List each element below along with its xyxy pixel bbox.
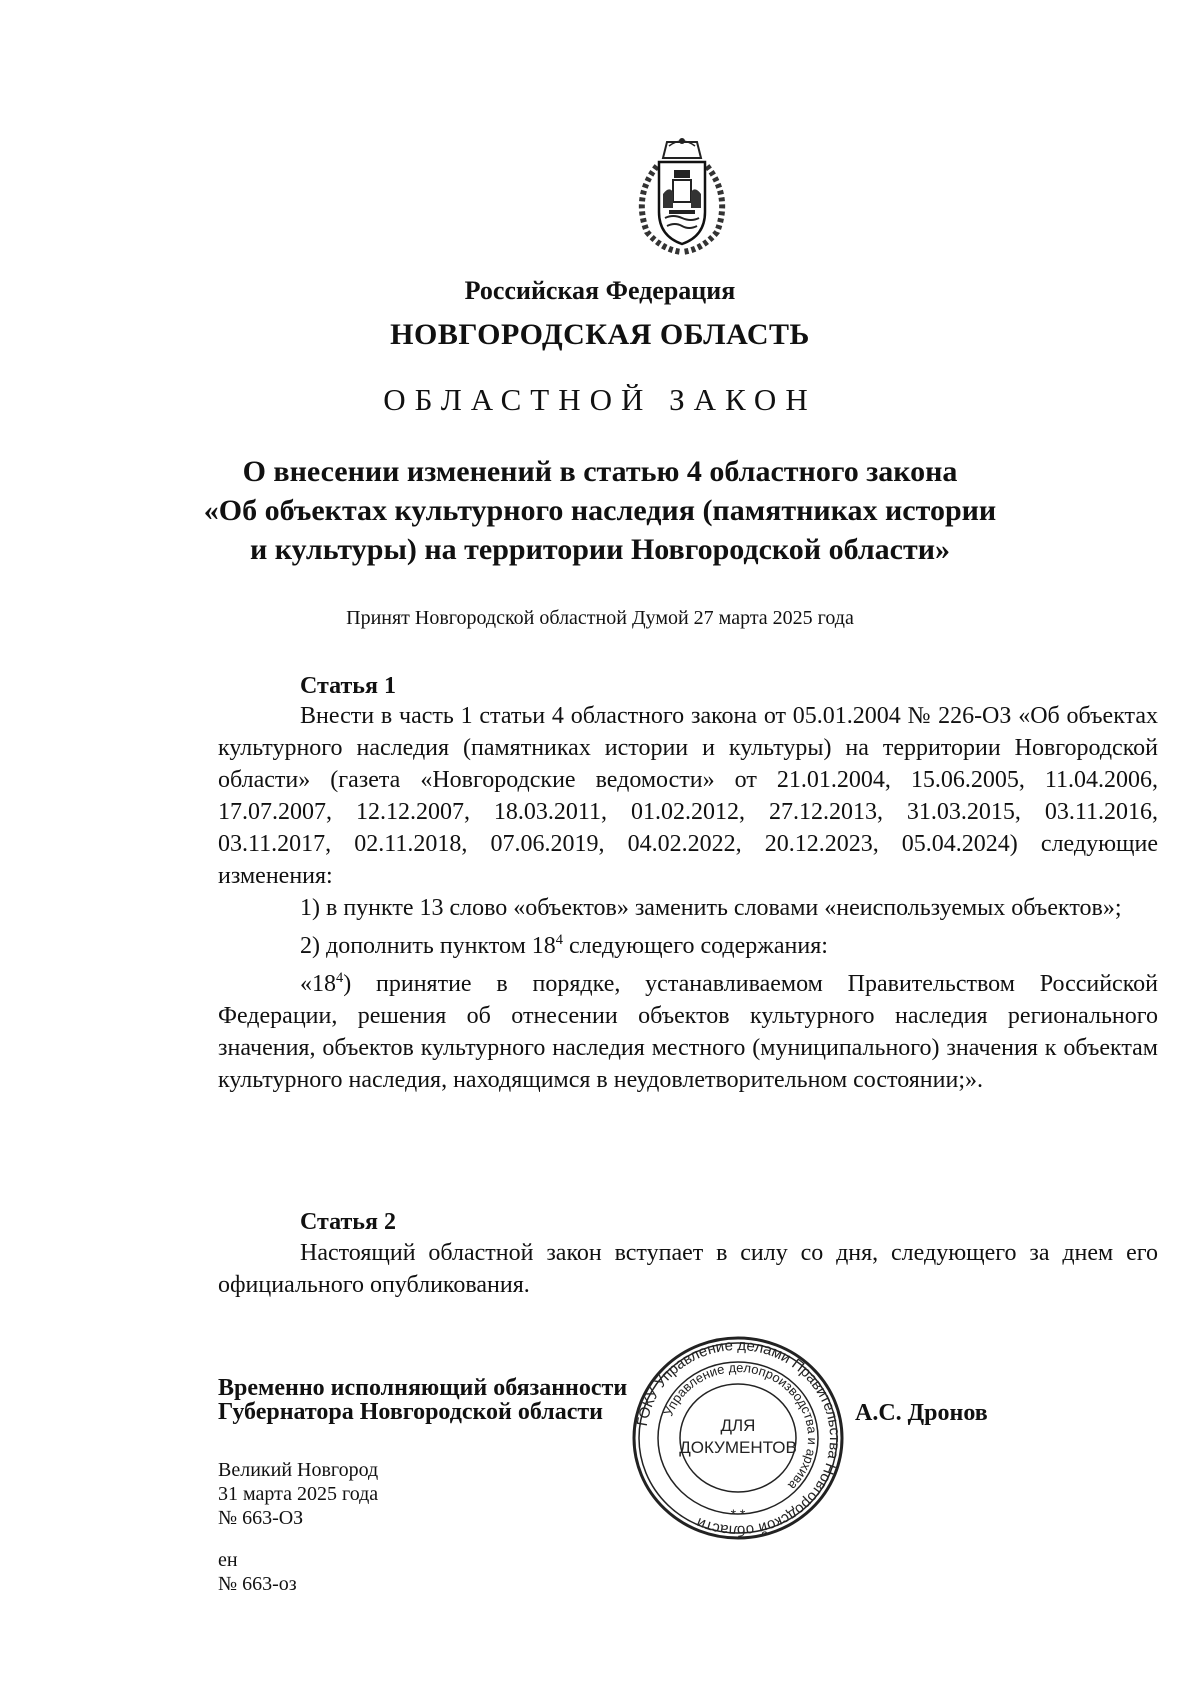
registry-note: [218, 1548, 297, 1596]
article-2-heading: Статья 2: [300, 1209, 396, 1235]
stamp-inner-ring-text: Управление делопроизводства и архива: [660, 1359, 821, 1494]
item-2-text-after: следующего содержания:: [562, 933, 828, 959]
law-title-line: «Об объектах культурного наследия (памятниках истории: [203, 494, 997, 527]
coat-of-arms-icon: [617, 136, 747, 258]
new-clause-superscript: 4: [336, 970, 344, 986]
adoption-note: Принят Новгородской областной Думой 27 марта 2025 года: [346, 607, 854, 629]
signatory-name: А.С. Дронов: [855, 1400, 988, 1426]
article-2-paragraph: Настоящий областной закон вступает в силу со дня, следующего за днем его официального опубликования.: [218, 1240, 1158, 1298]
article-1-heading: Статья 1: [300, 673, 396, 699]
signatory-title: [218, 1376, 627, 1424]
article-1-item-1: 1) в пункте 13 слово «объектов» заменить словами «неиспользуемых объектов»;: [300, 895, 1122, 921]
law-title: [0, 452, 1200, 569]
new-clause-text: ) принятие в порядке, устанавливаемом Правительством Российской Федерации, решения об отнесении объектов культурного наследия регионального значения, объектов культурного наследия местного (муниципального) значения к объектам культурного наследия, находящимся в неудовлетворительном состоянии;».: [218, 971, 1158, 1093]
operator-initials: ен: [218, 1549, 238, 1571]
law-title-line: О внесении изменений в статью 4 областного закона: [242, 455, 958, 488]
article-2-body: [218, 1237, 1158, 1301]
item-2-superscript: 4: [555, 932, 563, 948]
article-1-new-clause: [218, 962, 1158, 1096]
article-1-body: [218, 700, 1158, 1096]
registry-number: № 663-оз: [218, 1573, 297, 1595]
document-type: ОБЛАСТНОЙ ЗАКОН: [383, 382, 817, 417]
stamp-center-line-2: ДОКУМЕНТОВ: [679, 1438, 797, 1457]
official-stamp-icon: [628, 1333, 848, 1543]
signatory-title-line: Губернатора Новгородской области: [218, 1399, 604, 1425]
item-2-text: 2) дополнить пунктом 18: [300, 933, 556, 959]
new-clause-number: «18: [300, 971, 336, 997]
article-1-item-2: [218, 924, 1158, 962]
region-name: НОВГОРОДСКАЯ ОБЛАСТЬ: [390, 318, 810, 351]
city: Великий Новгород: [218, 1459, 379, 1481]
stamp-ring-text: ГОКУ Управление делами Правительства Новгородской области: [633, 1336, 844, 1540]
place-date-number: [218, 1458, 378, 1530]
svg-text:* *: * *: [730, 1506, 746, 1522]
country-name: Российская Федерация: [464, 276, 736, 305]
law-title-line: и культуры) на территории Новгородской области»: [249, 533, 951, 566]
signatory-title-line: Временно исполняющий обязанности: [218, 1375, 628, 1401]
signing-date: 31 марта 2025 года: [218, 1483, 379, 1505]
law-number: № 663-ОЗ: [218, 1507, 304, 1529]
article-1-paragraph: Внести в часть 1 статьи 4 областного закона от 05.01.2004 № 226-ОЗ «Об объектах культурного наследия (памятниках истории и культуры) на территории Новгородской области» (газета «Новгородские ведомости» от 21.01.2004, 15.06.2005, 11.04.2006, 17.07.2007, 12.12.2007, 18.03.2011, 01.02.2012, 27.12.2013, 31.03.2015, 03.11.2016, 03.11.2017, 02.11.2018, 07.06.2019, 04.02.2022, 20.12.2023, 05.04.2024) следующие изменения:: [218, 703, 1158, 889]
stamp-center-line-1: ДЛЯ: [720, 1416, 756, 1435]
